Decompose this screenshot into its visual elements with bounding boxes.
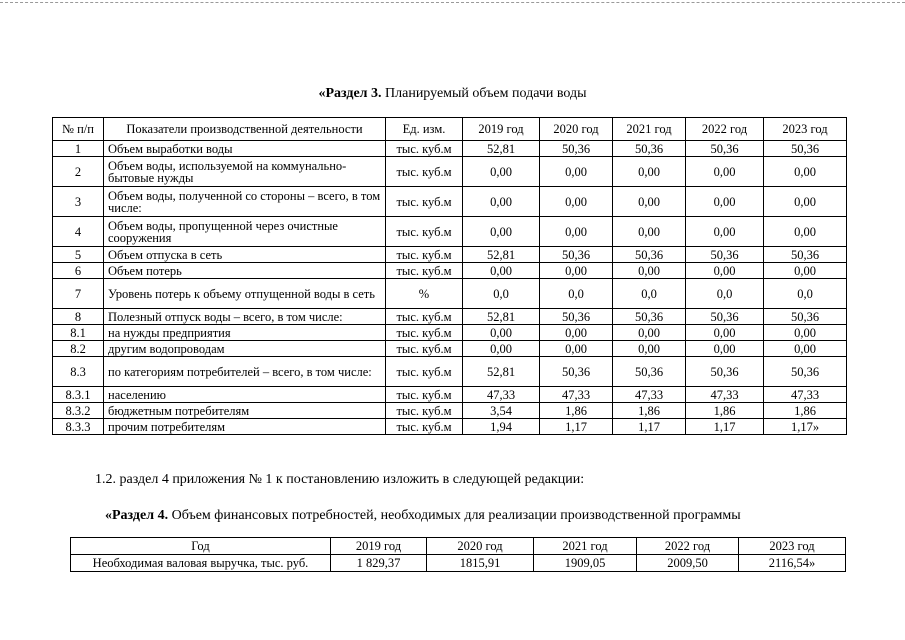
unit-cell: % <box>386 279 463 309</box>
value-cell: 2116,54» <box>739 555 846 572</box>
table-row <box>53 157 847 187</box>
value-cell: 0,00 <box>540 341 613 357</box>
section4-title-bold: «Раздел 4. <box>105 508 169 523</box>
value-cell: 0,00 <box>764 217 847 247</box>
value-cell: 0,00 <box>540 325 613 341</box>
value-cell: 50,36 <box>540 247 613 263</box>
value-cell: 1815,91 <box>427 555 534 572</box>
value-cell: 1 829,37 <box>331 555 427 572</box>
value-cell: 50,36 <box>686 357 764 387</box>
table-row <box>53 419 847 435</box>
row-number: 1 <box>53 141 104 157</box>
indicator-name: по категориям потребителей – всего, в том числе: <box>104 357 386 387</box>
section3-title <box>0 86 905 102</box>
value-cell: 50,36 <box>686 309 764 325</box>
table-header-cell: 2022 год <box>637 538 739 555</box>
table-header-cell: 2023 год <box>764 118 847 141</box>
value-cell: 47,33 <box>613 387 686 403</box>
row-number: 2 <box>53 157 104 187</box>
value-cell: 1909,05 <box>534 555 637 572</box>
value-cell: 52,81 <box>463 141 540 157</box>
indicator-name: Необходимая валовая выручка, тыс. руб. <box>71 555 331 572</box>
value-cell: 50,36 <box>540 141 613 157</box>
indicator-name: Объем потерь <box>104 263 386 279</box>
section3-title-rest: Планируемый объем подачи воды <box>381 86 587 101</box>
value-cell: 0,00 <box>686 263 764 279</box>
value-cell: 0,00 <box>686 325 764 341</box>
row-number: 5 <box>53 247 104 263</box>
row-number: 4 <box>53 217 104 247</box>
value-cell: 0,00 <box>764 325 847 341</box>
value-cell: 50,36 <box>686 141 764 157</box>
value-cell: 50,36 <box>613 247 686 263</box>
value-cell: 0,00 <box>764 157 847 187</box>
value-cell: 0,00 <box>686 187 764 217</box>
value-cell: 1,17 <box>686 419 764 435</box>
unit-cell: тыс. куб.м <box>386 141 463 157</box>
unit-cell: тыс. куб.м <box>386 419 463 435</box>
table-row <box>53 403 847 419</box>
table-row <box>53 309 847 325</box>
value-cell: 0,00 <box>764 187 847 217</box>
value-cell: 1,86 <box>540 403 613 419</box>
table-header-cell: 2019 год <box>331 538 427 555</box>
value-cell: 0,00 <box>686 217 764 247</box>
row-number: 8.2 <box>53 341 104 357</box>
value-cell: 50,36 <box>613 357 686 387</box>
value-cell: 0,00 <box>686 341 764 357</box>
row-number: 3 <box>53 187 104 217</box>
value-cell: 0,00 <box>463 187 540 217</box>
indicator-name: населению <box>104 387 386 403</box>
value-cell: 0,00 <box>540 217 613 247</box>
value-cell: 0,00 <box>613 325 686 341</box>
unit-cell: тыс. куб.м <box>386 403 463 419</box>
value-cell: 52,81 <box>463 357 540 387</box>
value-cell: 0,00 <box>463 341 540 357</box>
value-cell: 50,36 <box>764 309 847 325</box>
table-header-cell: Ед. изм. <box>386 118 463 141</box>
indicator-name: Объем выработки воды <box>104 141 386 157</box>
table-header-cell: 2022 год <box>686 118 764 141</box>
value-cell: 1,94 <box>463 419 540 435</box>
unit-cell: тыс. куб.м <box>386 247 463 263</box>
unit-cell: тыс. куб.м <box>386 387 463 403</box>
row-number: 8.1 <box>53 325 104 341</box>
value-cell: 1,17» <box>764 419 847 435</box>
value-cell: 47,33 <box>540 387 613 403</box>
table-header-cell: 2019 год <box>463 118 540 141</box>
table-row <box>53 357 847 387</box>
table-header-cell: № п/п <box>53 118 104 141</box>
value-cell: 0,0 <box>764 279 847 309</box>
unit-cell: тыс. куб.м <box>386 187 463 217</box>
table-row <box>53 217 847 247</box>
table-header-cell: Показатели производственной деятельности <box>104 118 386 141</box>
value-cell: 0,00 <box>540 157 613 187</box>
value-cell: 0,00 <box>686 157 764 187</box>
table-header-cell: Год <box>71 538 331 555</box>
value-cell: 47,33 <box>764 387 847 403</box>
indicator-name: на нужды предприятия <box>104 325 386 341</box>
value-cell: 0,00 <box>764 263 847 279</box>
unit-cell: тыс. куб.м <box>386 325 463 341</box>
table-header-cell: 2021 год <box>534 538 637 555</box>
value-cell: 0,00 <box>613 217 686 247</box>
row-number: 8.3.2 <box>53 403 104 419</box>
table-header-cell: 2020 год <box>540 118 613 141</box>
section3-table <box>52 117 847 435</box>
value-cell: 1,17 <box>540 419 613 435</box>
indicator-name: Объем отпуска в сеть <box>104 247 386 263</box>
value-cell: 1,86 <box>764 403 847 419</box>
table-row <box>53 247 847 263</box>
value-cell: 52,81 <box>463 309 540 325</box>
indicator-name: другим водопроводам <box>104 341 386 357</box>
section4-title <box>105 508 741 524</box>
value-cell: 50,36 <box>613 309 686 325</box>
table-row <box>53 387 847 403</box>
value-cell: 3,54 <box>463 403 540 419</box>
indicator-name: Уровень потерь к объему отпущенной воды в сеть <box>104 279 386 309</box>
value-cell: 0,0 <box>686 279 764 309</box>
section4-title-rest: Объем финансовых потребностей, необходимых для реализации производственной программы <box>168 508 741 523</box>
unit-cell: тыс. куб.м <box>386 309 463 325</box>
section4-table <box>70 537 846 572</box>
value-cell: 1,17 <box>613 419 686 435</box>
value-cell: 0,00 <box>463 157 540 187</box>
value-cell: 0,00 <box>463 217 540 247</box>
value-cell: 0,0 <box>540 279 613 309</box>
row-number: 6 <box>53 263 104 279</box>
table-row <box>53 279 847 309</box>
value-cell: 50,36 <box>764 247 847 263</box>
value-cell: 50,36 <box>686 247 764 263</box>
table-row <box>71 555 846 572</box>
value-cell: 50,36 <box>540 309 613 325</box>
value-cell: 0,00 <box>540 187 613 217</box>
table-row <box>53 187 847 217</box>
table-row <box>53 341 847 357</box>
value-cell: 50,36 <box>764 357 847 387</box>
value-cell: 1,86 <box>686 403 764 419</box>
unit-cell: тыс. куб.м <box>386 157 463 187</box>
unit-cell: тыс. куб.м <box>386 263 463 279</box>
value-cell: 0,00 <box>613 263 686 279</box>
value-cell: 0,00 <box>613 187 686 217</box>
row-number: 8.3 <box>53 357 104 387</box>
value-cell: 47,33 <box>686 387 764 403</box>
indicator-name: Объем воды, используемой на коммунально-бытовые нужды <box>104 157 386 187</box>
table-header-row <box>53 118 847 141</box>
value-cell: 50,36 <box>764 141 847 157</box>
table-header-row <box>71 538 846 555</box>
amendment-paragraph: 1.2. раздел 4 приложения № 1 к постановлению изложить в следующей редакции: <box>95 472 585 487</box>
indicator-name: прочим потребителям <box>104 419 386 435</box>
table-row <box>53 141 847 157</box>
table-row <box>53 325 847 341</box>
table-header-cell: 2021 год <box>613 118 686 141</box>
unit-cell: тыс. куб.м <box>386 357 463 387</box>
unit-cell: тыс. куб.м <box>386 217 463 247</box>
table-row <box>53 263 847 279</box>
value-cell: 0,00 <box>463 263 540 279</box>
indicator-name: Объем воды, полученной со стороны – всего, в том числе: <box>104 187 386 217</box>
value-cell: 0,00 <box>540 263 613 279</box>
indicator-name: бюджетным потребителям <box>104 403 386 419</box>
value-cell: 1,86 <box>613 403 686 419</box>
top-rule <box>0 2 905 3</box>
indicator-name: Полезный отпуск воды – всего, в том числе: <box>104 309 386 325</box>
unit-cell: тыс. куб.м <box>386 341 463 357</box>
value-cell: 0,0 <box>463 279 540 309</box>
table-header-cell: 2023 год <box>739 538 846 555</box>
value-cell: 2009,50 <box>637 555 739 572</box>
row-number: 7 <box>53 279 104 309</box>
value-cell: 47,33 <box>463 387 540 403</box>
table-header-cell: 2020 год <box>427 538 534 555</box>
indicator-name: Объем воды, пропущенной через очистные сооружения <box>104 217 386 247</box>
row-number: 8.3.1 <box>53 387 104 403</box>
value-cell: 0,00 <box>463 325 540 341</box>
value-cell: 50,36 <box>540 357 613 387</box>
value-cell: 0,00 <box>764 341 847 357</box>
value-cell: 0,00 <box>613 157 686 187</box>
value-cell: 52,81 <box>463 247 540 263</box>
value-cell: 0,0 <box>613 279 686 309</box>
value-cell: 50,36 <box>613 141 686 157</box>
section3-title-bold: «Раздел 3. <box>318 86 382 101</box>
row-number: 8.3.3 <box>53 419 104 435</box>
value-cell: 0,00 <box>613 341 686 357</box>
row-number: 8 <box>53 309 104 325</box>
